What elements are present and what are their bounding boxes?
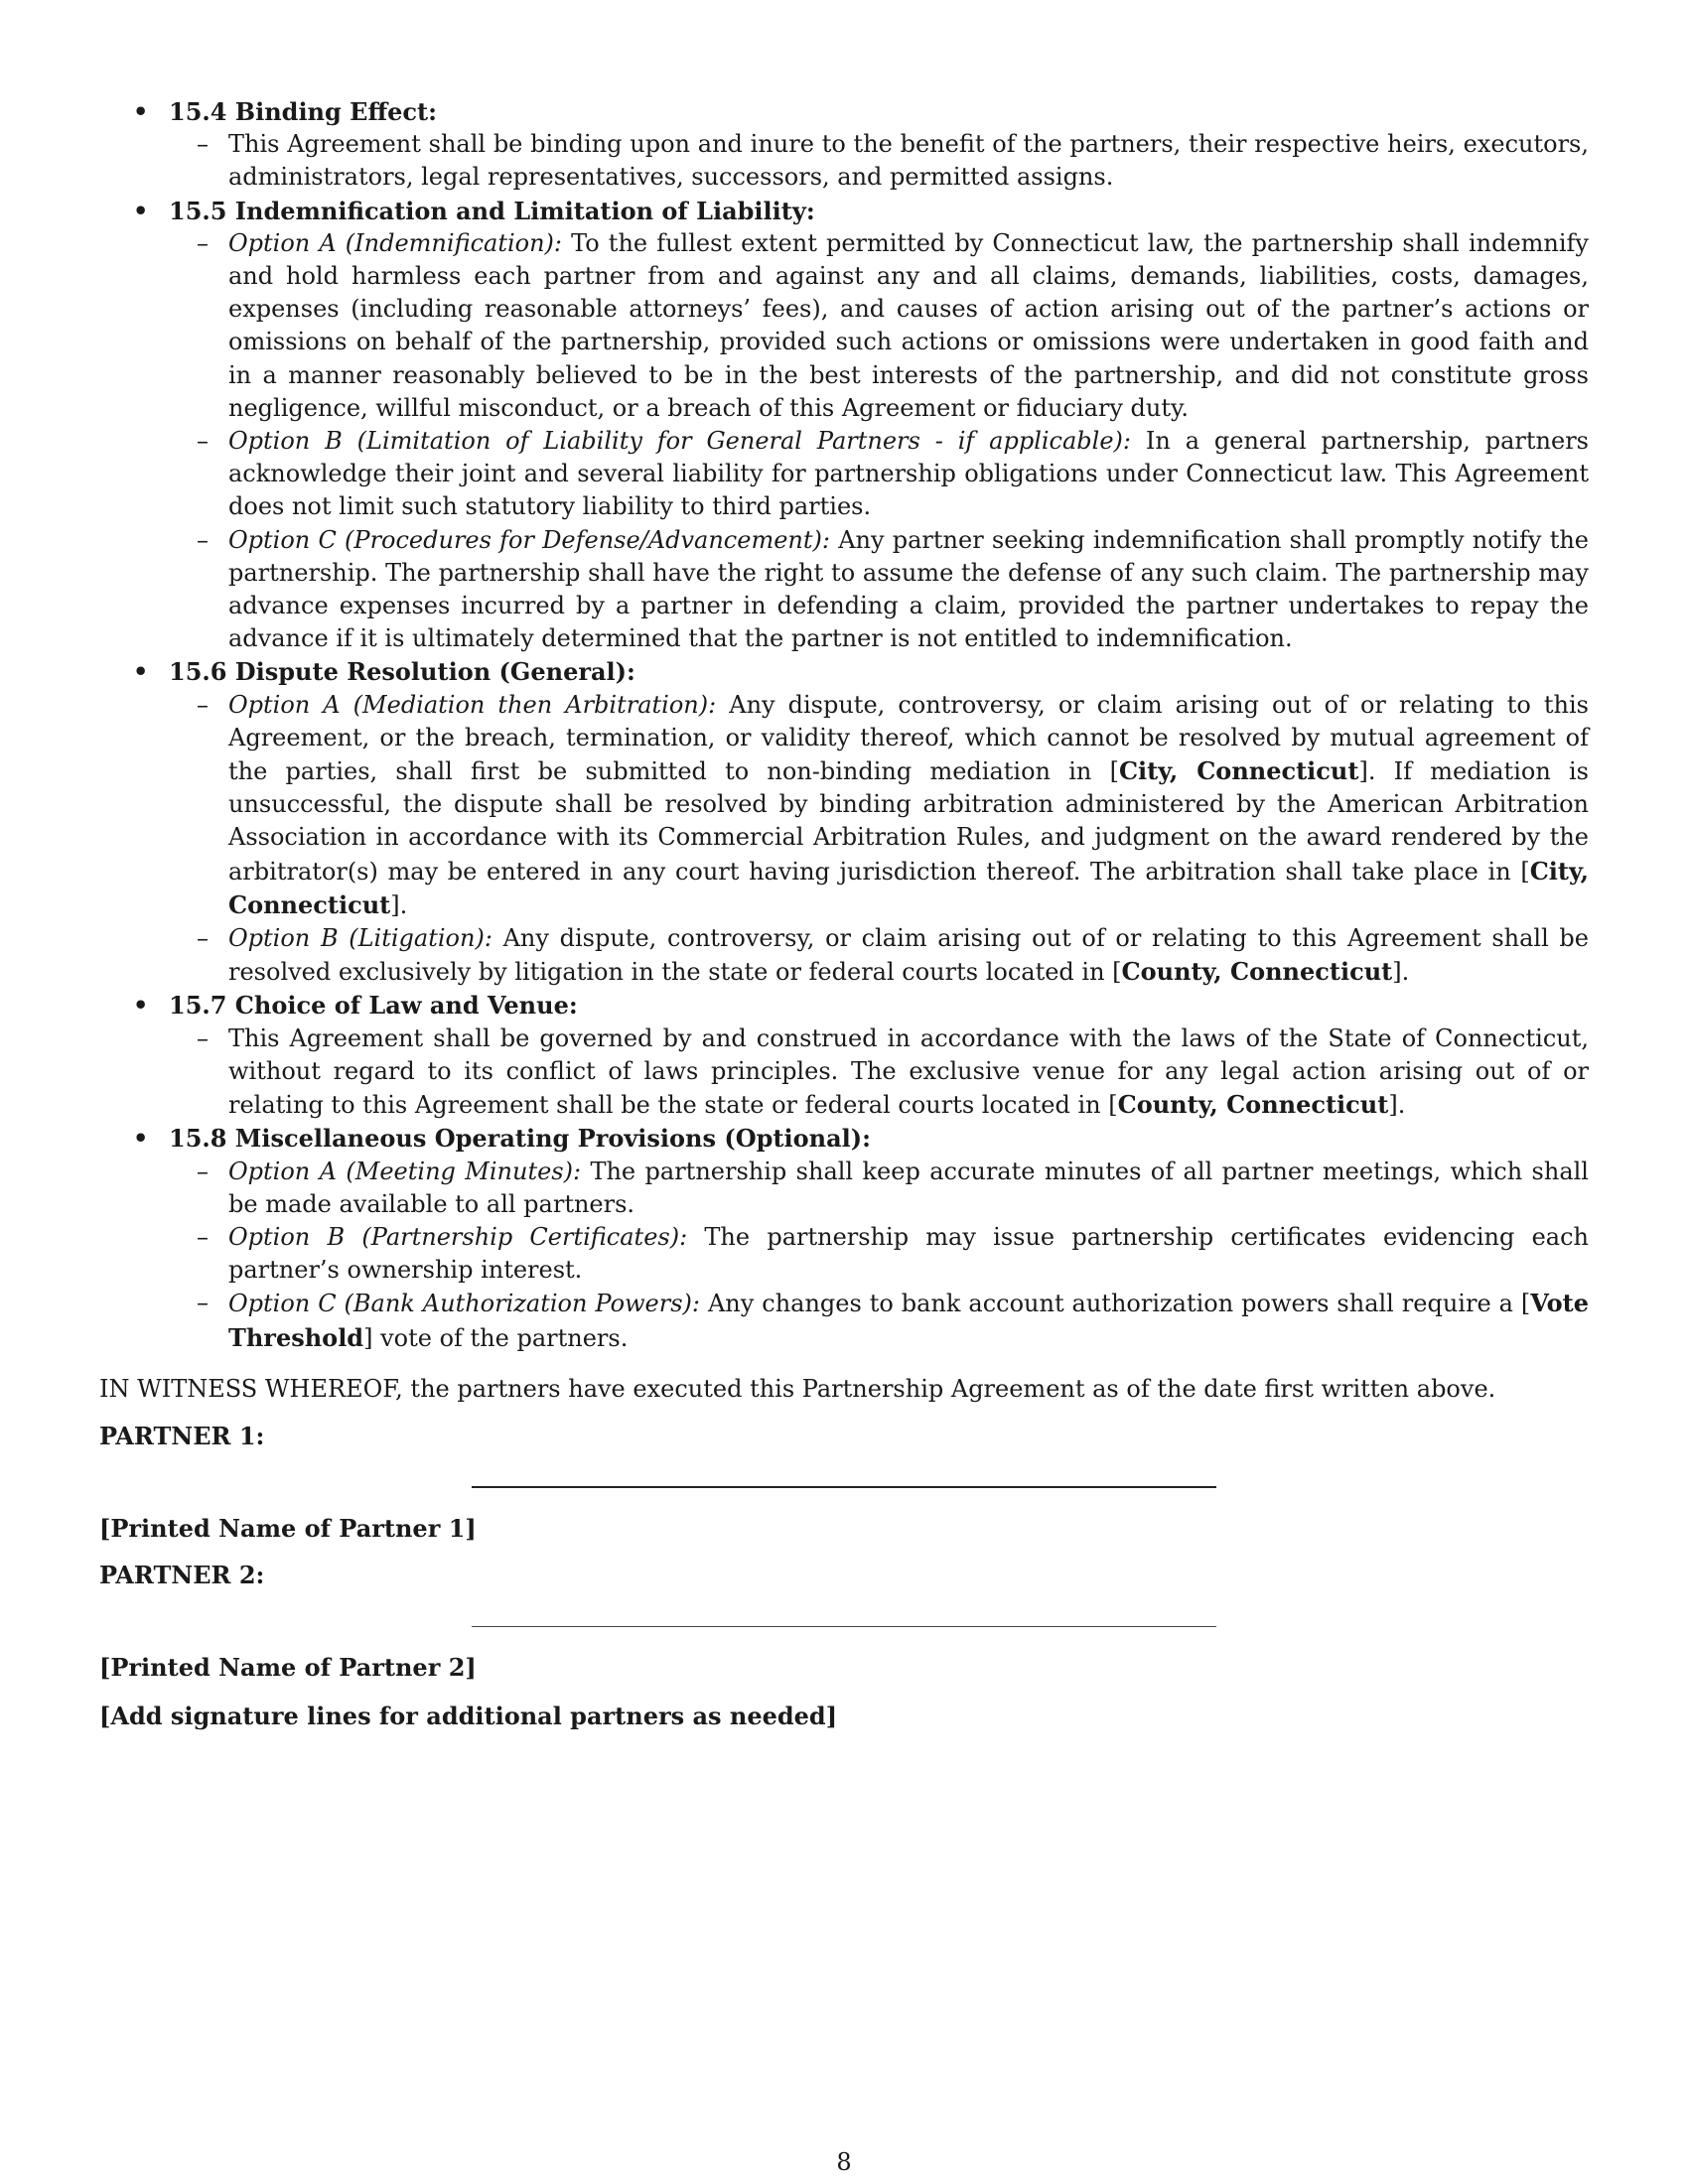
option-text: ]. If mediation is unsuccessful, the dispute shall be resolved by binding arbitration administered by the American Arbitration Association in accordance with its Commercial Arbitration Rules, and judgment on the award rendered by the arbitrator(s) may be entered in any court having jurisdiction thereof. The arbitration shall take place in [: [228, 757, 1589, 886]
partner-1-signature-line[interactable]: [472, 1486, 1216, 1488]
section-heading: 15.7 Choice of Law and Venue:: [169, 991, 578, 1021]
witness-clause: IN WITNESS WHEREOF, the partners have executed this Partnership Agreement as of the date first written above.: [99, 1374, 1496, 1403]
additional-partners-note: [Add signature lines for additional partners as needed]: [99, 1701, 838, 1730]
option-text: The partnership may issue partnership certificates evidencing each partner’s ownership interest.: [228, 1222, 1589, 1285]
section-items: [169, 1023, 1589, 1123]
section-15-4: [99, 95, 1589, 195]
option-text: Any changes to bank account authorization powers shall require a [: [707, 1290, 1531, 1318]
option-text: Any dispute, controversy, or claim arising out of or relating to this Agreement shall be resolved exclusively by litigation in the state or federal courts located in [: [228, 924, 1589, 987]
bullet-icon: •: [133, 196, 149, 225]
placeholder-county: County, Connecticut: [1117, 1090, 1389, 1120]
option-label: Option B (Litigation):: [228, 924, 492, 953]
option-label: Option C (Bank Authorization Powers):: [228, 1290, 700, 1318]
partner-2-printed-name: [Printed Name of Partner 2]: [99, 1652, 477, 1682]
option-text: ].: [390, 890, 408, 919]
list-item: [169, 689, 1589, 922]
placeholder-city: City, Connecticut: [228, 856, 1589, 919]
partner-2-label: PARTNER 2:: [99, 1561, 265, 1590]
dash-icon: –: [197, 924, 209, 953]
bullet-icon: •: [133, 991, 149, 1021]
placeholder-county: County, Connecticut: [1121, 957, 1393, 987]
bullet-icon: •: [133, 1124, 149, 1154]
item-text: This Agreement shall be binding upon and inure to the benefit of the partners, their respective heirs, executors, administrators, legal representatives, successors, and permitted assigns.: [228, 130, 1589, 192]
partner-1-printed-name: [Printed Name of Partner 1]: [99, 1514, 477, 1544]
bullet-icon: •: [133, 97, 149, 126]
partner-2-signature-line[interactable]: [472, 1626, 1216, 1627]
item-text: ].: [1388, 1091, 1406, 1120]
dash-icon: –: [197, 1157, 209, 1185]
option-label: Option C (Procedures for Defense/Advancement):: [228, 525, 830, 554]
dash-icon: –: [197, 427, 209, 456]
option-label: Option B (Limitation of Liability for General Partners - if applicable):: [228, 427, 1131, 456]
dash-icon: –: [197, 1289, 209, 1317]
dash-icon: –: [197, 1024, 209, 1052]
option-label: Option A (Meeting Minutes):: [228, 1157, 582, 1185]
list-item: [169, 227, 1589, 425]
option-text: Any partner seeking indemnification shall promptly notify the partnership. The partnership shall have the right to assume the defense of any such claim. The partnership may advance expenses incurred by a partner in defending a claim, provided the partner undertakes to repay the advance if it is ultimately determined that the partner is not entitled to indemnification.: [228, 525, 1589, 653]
list-item: [169, 128, 1589, 194]
document-page: [99, 95, 1589, 1732]
option-label: Option A (Indemnification):: [228, 228, 562, 257]
option-text: ] vote of the partners.: [363, 1323, 629, 1352]
section-items: [169, 227, 1589, 656]
section-items: [169, 689, 1589, 990]
option-text: In a general partnership, partners acknowledge their joint and several liability for partnership obligations under Connecticut law. This Agreement does not limit such statutory liability to third parties.: [228, 427, 1590, 521]
list-item: [169, 1023, 1589, 1123]
option-text: To the fullest extent permitted by Connecticut law, the partnership shall indemnify and hold harmless each partner from and against any and all claims, demands, liabilities, costs, damages, expenses (including reasonable attorneys’ fees), and causes of action arising out of the partner’s actions or omissions on behalf of the partnership, provided such actions or omissions were undertaken in good faith and in a manner reasonably believed to be in the best interests of the partnership, and did not constitute gross negligence, willful misconduct, or a breach of this Agreement or fiduciary duty.: [228, 228, 1589, 422]
sections-list: [99, 95, 1589, 1355]
list-item: [169, 425, 1589, 524]
option-label: Option B (Partnership Certificates):: [228, 1222, 688, 1251]
bullet-icon: •: [133, 657, 149, 687]
placeholder-city: City, Connecticut: [1118, 756, 1359, 786]
option-label: Option A (Mediation then Arbitration):: [228, 690, 717, 719]
placeholder-vote-threshold: Vote Threshold: [228, 1289, 1589, 1352]
section-heading: 15.6 Dispute Resolution (General):: [169, 657, 635, 687]
section-items: [169, 1156, 1589, 1355]
dash-icon: –: [197, 690, 209, 719]
option-text: Any dispute, controversy, or claim arising out of or relating to this Agreement, or the breach, termination, or validity thereof, which cannot be resolved by mutual agreement of the parties, shall first be submitted to non-binding mediation in [: [228, 690, 1589, 786]
partner-1-label: PARTNER 1:: [99, 1421, 265, 1450]
section-15-8: [99, 1122, 1589, 1354]
section-heading: 15.4 Binding Effect:: [169, 97, 437, 126]
section-heading: 15.8 Miscellaneous Operating Provisions (Optional):: [169, 1124, 871, 1154]
list-item: [169, 524, 1589, 656]
option-text: The partnership shall keep accurate minutes of all partner meetings, which shall be made available to all partners.: [228, 1157, 1589, 1218]
dash-icon: –: [197, 1222, 209, 1251]
section-15-7: [99, 989, 1589, 1122]
option-text: ].: [1392, 958, 1410, 987]
list-item: [169, 1156, 1589, 1221]
dash-icon: –: [197, 525, 209, 554]
section-items: [169, 128, 1589, 194]
dash-icon: –: [197, 228, 209, 257]
dash-icon: –: [197, 130, 209, 159]
page-number: 8: [836, 2148, 852, 2176]
section-heading: 15.5 Indemnification and Limitation of Liability:: [169, 196, 815, 225]
list-item: [169, 1221, 1589, 1287]
list-item: [169, 1287, 1589, 1354]
section-15-6: [99, 655, 1589, 989]
item-text: This Agreement shall be governed by and construed in accordance with the laws of the State of Connecticut, without regard to its conflict of laws principles. The exclusive venue for any legal action arising out of or relating to this Agreement shall be the state or federal courts located in [: [228, 1024, 1589, 1120]
list-item: [169, 922, 1589, 989]
section-15-5: [99, 195, 1589, 656]
